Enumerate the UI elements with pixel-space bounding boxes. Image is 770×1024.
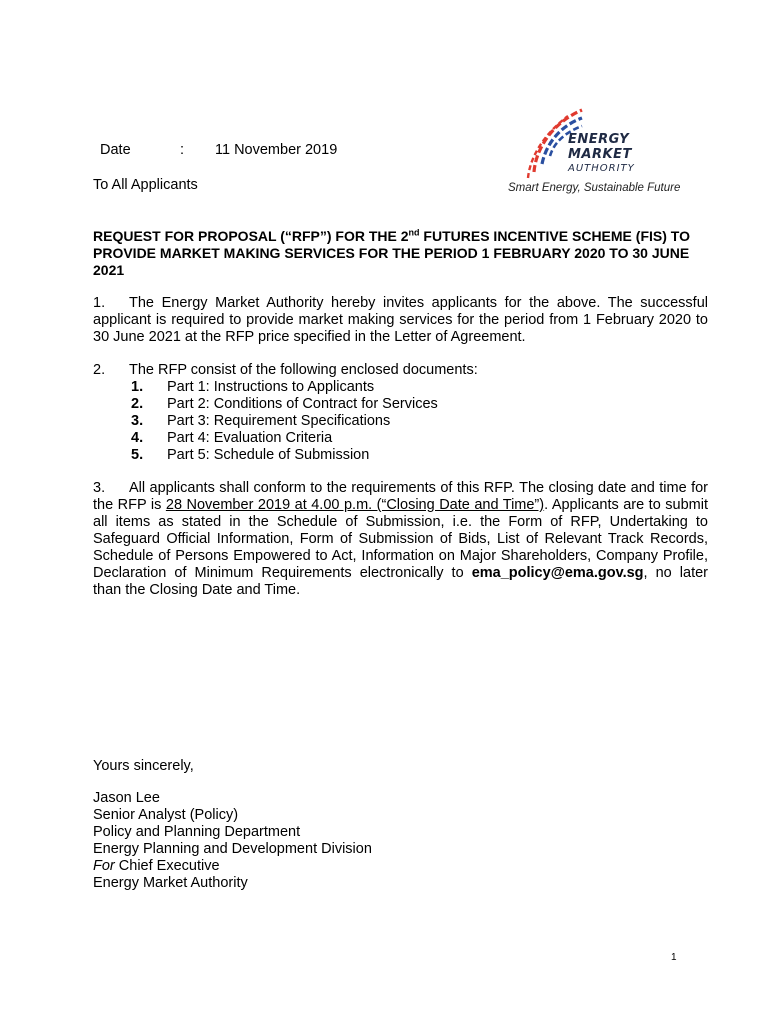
list-item-number: 2. — [131, 396, 144, 412]
list-item-label: Part 5: Schedule of Submission — [167, 447, 370, 463]
list-item — [131, 447, 708, 464]
paragraph-text: All applicants shall conform to the requirements of this RFP. The closing date and time for the RFP is — [93, 480, 708, 513]
title-part1: REQUEST FOR PROPOSAL (“RFP”) FOR THE 2 — [93, 228, 409, 244]
list-item-number: 1. — [131, 379, 144, 395]
email-address[interactable]: ema_policy@ema.gov.sg — [471, 565, 644, 581]
signatory-name: Jason Lee — [93, 790, 160, 806]
title-sup: nd — [408, 227, 420, 238]
list-item-label: Part 1: Instructions to Applicants — [167, 379, 375, 395]
signatory-department: Policy and Planning Department — [93, 824, 301, 840]
paragraph-2 — [93, 362, 708, 464]
signature-block — [93, 790, 372, 892]
closing-date-text: 28 November 2019 at 4.00 p.m. (“Closing Date and Time”) — [165, 497, 545, 513]
logo-word-market: MARKET — [568, 147, 632, 162]
paragraph-number: 1. — [93, 295, 106, 311]
signatory-for — [93, 858, 372, 875]
list-item — [131, 413, 708, 430]
list-item — [131, 430, 708, 447]
list-item-label: Part 3: Requirement Specifications — [167, 413, 391, 429]
signatory-organisation: Energy Market Authority — [93, 875, 248, 891]
list-item-number: 3. — [131, 413, 144, 429]
date-label: Date — [100, 142, 131, 158]
document-list — [131, 379, 708, 464]
ema-logo — [508, 102, 698, 202]
paragraph-text: . Applicants are to submit all items as stated in the Schedule of Submission, i.e. the Form of RFP, Undertaking to Safeguard Official Information, Form of Submission of Bids, List of Relevant Track Records, Schedule of Persons Empowered to Act, Information on Major Shareholders, Company Profile, Declaration of Minimum Requirements electronically to — [93, 497, 708, 581]
page-number: 1 — [671, 952, 677, 963]
salutation: To All Applicants — [93, 177, 198, 193]
signatory-role: Senior Analyst (Policy) — [93, 807, 239, 823]
title-part2: FUTURES INCENTIVE SCHEME (FIS) TO PROVIDE MARKET MAKING SERVICES FOR THE PERIOD 1 FEBRUARY 2020 TO 30 JUNE 2021 — [93, 228, 690, 278]
list-item-number: 4. — [131, 430, 144, 446]
for-rest: Chief Executive — [114, 858, 220, 874]
closing: Yours sincerely, — [93, 758, 194, 774]
list-item-label: Part 2: Conditions of Contract for Services — [167, 396, 438, 412]
date-value: 11 November 2019 — [215, 142, 338, 158]
paragraph-text: The Energy Market Authority hereby invites applicants for the above. The successful applicant is required to provide market making services for the period from 1 February 2020 to 30 June 2021 at the RFP price specified in the Letter of Agreement. — [93, 295, 708, 345]
list-item-label: Part 4: Evaluation Criteria — [167, 430, 333, 446]
logo-word-energy: ENERGY — [568, 132, 630, 147]
signatory-division: Energy Planning and Development Division — [93, 841, 372, 857]
paragraph-number: 3. — [93, 480, 106, 496]
paragraph-text: The RFP consist of the following enclosed documents: — [129, 362, 478, 378]
letter-title — [93, 228, 693, 279]
logo-word-authority: AUTHORITY — [568, 163, 635, 174]
list-item — [131, 379, 708, 396]
list-item — [131, 396, 708, 413]
paragraph-text: , no later than the Closing Date and Time. — [93, 565, 708, 598]
paragraph-number: 2. — [93, 362, 106, 378]
logo-tagline: Smart Energy, Sustainable Future — [508, 182, 681, 194]
for-word: For — [93, 858, 115, 874]
list-item-number: 5. — [131, 447, 144, 463]
paragraph-3 — [93, 480, 708, 599]
paragraph-1 — [93, 295, 708, 346]
date-colon: : — [180, 142, 185, 158]
